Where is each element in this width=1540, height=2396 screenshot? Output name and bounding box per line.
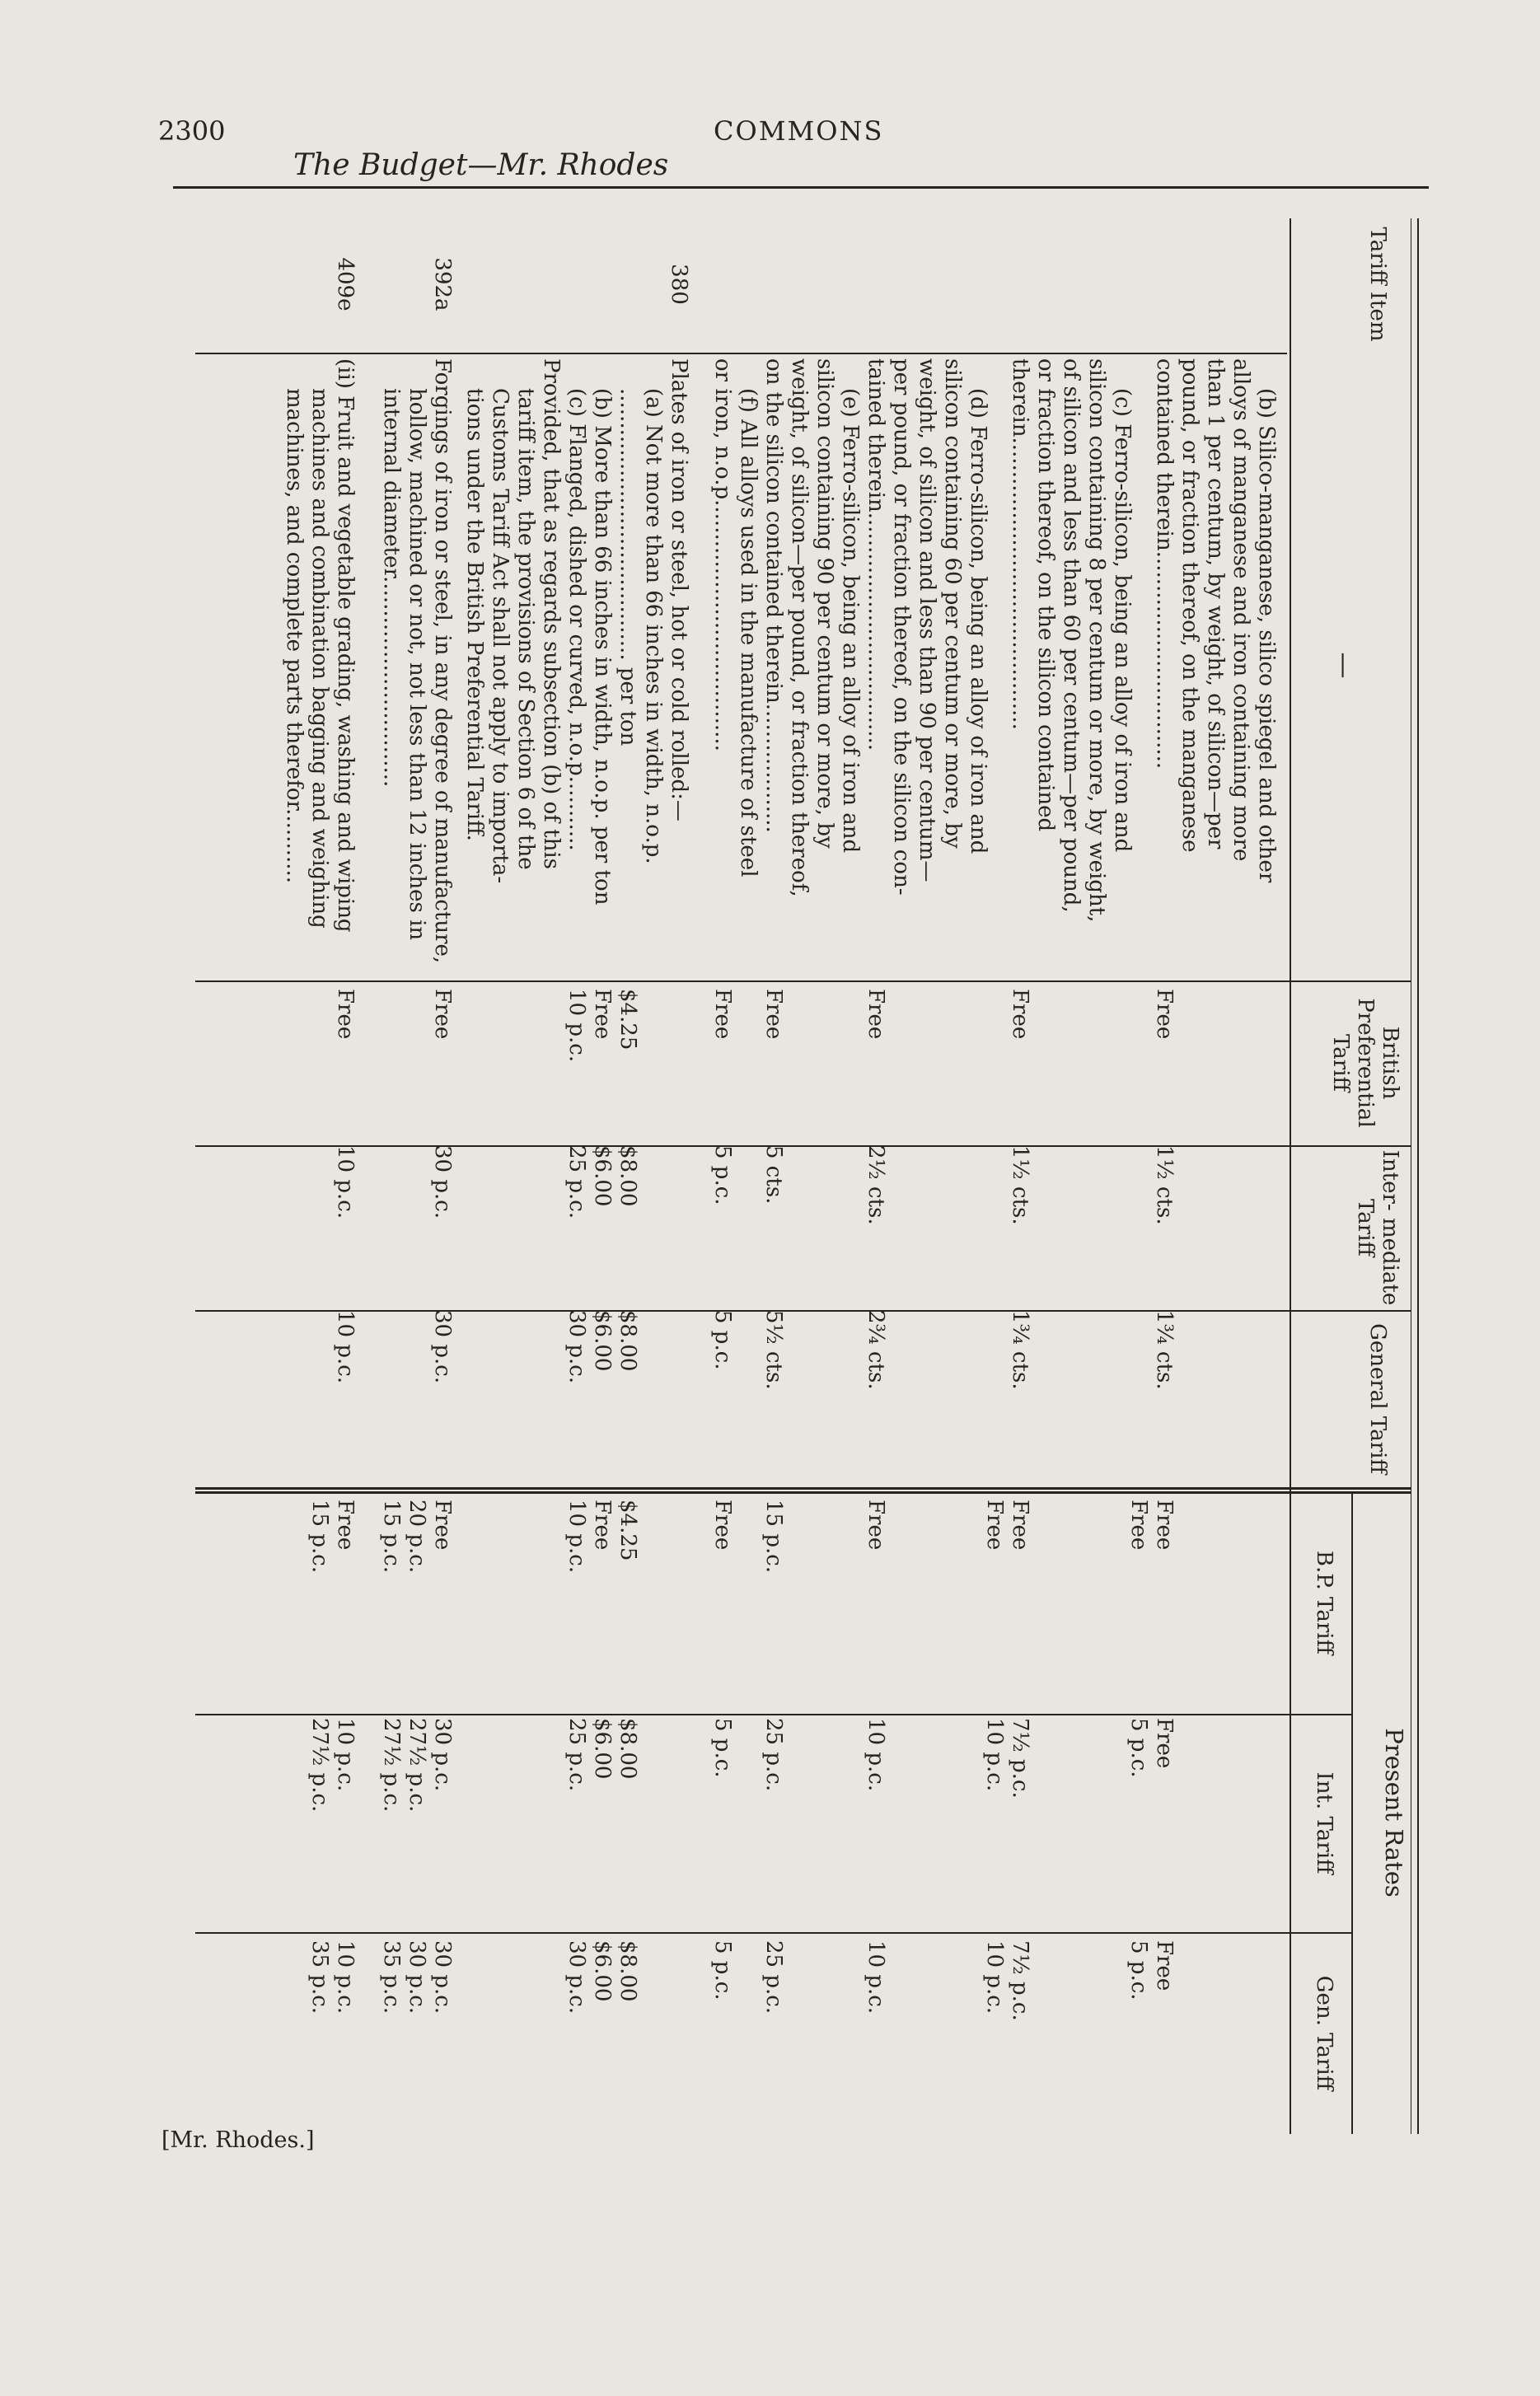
member-note: [Mr. Rhodes.]	[161, 2127, 315, 2153]
tariff-item-number: 392a	[430, 257, 455, 311]
intermediate-value: 1½ cts.	[1152, 1145, 1177, 1225]
present-gen-value: $8.00 $6.00 30 p.c.	[564, 1940, 640, 2015]
col-divider	[195, 1932, 1353, 1934]
desc-line: pound, or fraction thereof, on the manganese	[1177, 358, 1202, 853]
present-bp-value: Free	[710, 1500, 735, 1551]
desc-line: (d) Ferro-silicon, being an alloy of iron and	[966, 388, 990, 854]
present-gen-value: 5 p.c.	[710, 1940, 735, 2001]
intermediate-value: 1½ cts.	[1008, 1145, 1032, 1225]
present-bp-value: $4.25 Free 10 p.c.	[564, 1500, 640, 1574]
header-general-tariff: General Tariff	[1365, 1323, 1390, 1474]
col-divider-double	[195, 1487, 1411, 1490]
desc-line: Forgings of iron or steel, in any degree of manufacture,	[430, 358, 455, 964]
desc-line: (b) More than 66 inches in width, n.o.p. per ton	[590, 388, 615, 906]
desc-line: tained therein...................................	[864, 358, 888, 751]
row-description	[461, 358, 691, 972]
row-description	[709, 358, 761, 972]
col-divider	[195, 1714, 1353, 1715]
desc-line: on the silicon contained therein...................	[761, 358, 786, 833]
desc-line: per pound, or fraction thereof, on the silicon con-	[889, 358, 914, 896]
row-description	[281, 358, 358, 972]
present-bp-value: 15 p.c.	[761, 1500, 786, 1574]
desc-line: (f) All alloys used in the manufacture of steel	[736, 388, 761, 877]
tariff-item-number: 409e	[333, 257, 358, 311]
header-present-gen: Gen. Tariff	[1312, 1975, 1336, 2091]
desc-line: weight, of silicon—per pound, or fraction thereof,	[787, 358, 812, 897]
desc-line: silicon containing 90 per centum or more, by	[812, 358, 837, 849]
bp-value: Free	[1152, 989, 1177, 1040]
present-int-value: Free 5 p.c.	[1126, 1718, 1177, 1778]
intermediate-value: 2½ cts.	[864, 1145, 888, 1225]
present-bp-value: Free Free	[1126, 1500, 1177, 1551]
desc-line: silicon containing 60 per centum or more, by	[940, 358, 965, 849]
general-value: 1¾ cts.	[1152, 1310, 1177, 1390]
present-int-value: 10 p.c.	[864, 1718, 888, 1792]
header-intermediate-tariff: Inter- mediate Tariff	[1353, 1149, 1402, 1306]
intermediate-value: 30 p.c.	[430, 1145, 455, 1219]
desc-line: therein...........................................	[1008, 358, 1032, 730]
general-value: 30 p.c.	[430, 1310, 455, 1384]
present-int-value: 30 p.c. 27½ p.c. 27½ p.c.	[379, 1718, 455, 1813]
desc-line: alloys of manganese and iron containing more	[1229, 358, 1253, 862]
desc-line: hollow, machined or not, not less than 12 inches in	[405, 388, 429, 941]
intermediate-value: 5 cts.	[761, 1145, 786, 1205]
present-bp-value: Free 20 p.c. 15 p.c.	[379, 1500, 455, 1574]
present-int-value: 7½ p.c. 10 p.c.	[982, 1718, 1032, 1799]
present-gen-value: 10 p.c. 35 p.c.	[307, 1940, 358, 2015]
header-bp-tariff: British Preferential Tariff	[1328, 998, 1402, 1128]
desc-line: Customs Tariff Act shall not apply to importa-	[488, 388, 513, 884]
general-value: 5 p.c.	[710, 1310, 735, 1370]
desc-line: tions under the British Preferential Tariff.	[462, 388, 487, 841]
row-description	[1007, 358, 1135, 972]
page-number: 2300	[158, 115, 226, 147]
row-description	[378, 358, 455, 972]
desc-line: machines, and complete parts therefor...........	[282, 388, 307, 884]
present-gen-value: 10 p.c.	[864, 1940, 888, 2015]
top-rule	[173, 186, 1429, 189]
bp-value: Free	[761, 989, 786, 1040]
desc-line: tariff item, the provisions of Section 6 of the	[513, 388, 538, 870]
desc-line: Plates of iron or steel, hot or cold rolled:—	[667, 358, 691, 821]
desc-line: contained therein................................	[1152, 358, 1177, 770]
desc-line: (ii) Fruit and vegetable grading, washing and wiping	[333, 358, 358, 933]
tariff-item-number: 380	[667, 264, 691, 305]
header-bottom-rule	[1290, 218, 1291, 2134]
desc-line: (c) Ferro-silicon, being an alloy of iron and	[1110, 388, 1135, 853]
desc-line: of silicon and less than 60 per centum—per pound,	[1059, 358, 1084, 913]
desc-line: internal diameter...............................	[379, 388, 404, 788]
row-description	[863, 358, 990, 972]
desc-line: silicon containing 8 per centum or more, by weight,	[1084, 358, 1109, 923]
header-present-int: Int. Tariff	[1312, 1771, 1336, 1874]
present-int-value: 5 p.c.	[710, 1718, 735, 1778]
present-bp-value: Free Free	[982, 1500, 1032, 1551]
present-bp-value: Free 15 p.c.	[307, 1500, 358, 1574]
general-value: 2¾ cts.	[864, 1310, 888, 1390]
header-present-rates: Present Rates	[1380, 1728, 1408, 1898]
desc-line: than 1 per centum, by weight, of silicon—per	[1203, 358, 1228, 849]
desc-line: machines and combination bagging and weighing	[307, 388, 332, 929]
header-description: —	[1329, 652, 1360, 679]
present-gen-value: Free 5 p.c.	[1126, 1940, 1177, 2001]
intermediate-value: 10 p.c.	[333, 1145, 358, 1219]
present-int-value: $8.00 $6.00 25 p.c.	[564, 1718, 640, 1792]
desc-line: (b) Silico-manganese, silico spiegel and other	[1254, 388, 1279, 883]
present-int-value: 25 p.c.	[761, 1718, 786, 1792]
present-bp-value: Free	[864, 1500, 888, 1551]
bp-value: Free	[1008, 989, 1032, 1040]
desc-line: or iron, n.o.p.....................................	[710, 358, 735, 751]
col-divider	[195, 353, 1287, 354]
row-description	[1151, 358, 1279, 972]
intermediate-value: 5 p.c.	[710, 1145, 735, 1205]
intermediate-value: $8.00 $6.00 25 p.c.	[564, 1145, 640, 1219]
desc-line: (c) Flanged, dished or curved, n.o.p...........	[564, 388, 589, 851]
bp-value: $4.25 Free 10 p.c.	[564, 989, 640, 1063]
desc-line: Provided, that as regards subsection (b) of this	[539, 358, 564, 869]
col-divider	[195, 1310, 1411, 1312]
desc-line: ........................................ per ton	[616, 388, 640, 746]
row-description	[761, 358, 863, 972]
bp-value: Free	[333, 989, 358, 1040]
table-top-rule	[1417, 218, 1419, 2134]
bp-value: Free	[864, 989, 888, 1040]
present-int-value: 10 p.c. 27½ p.c.	[307, 1718, 358, 1813]
desc-line: weight, of silicon and less than 90 per centum—	[915, 358, 939, 882]
present-rates-rule	[1351, 1491, 1353, 2134]
desc-line: (a) Not more than 66 inches in width, n.o.p.	[641, 388, 666, 864]
header-tariff-item: Tariff Item	[1365, 227, 1390, 342]
tariff-table	[195, 218, 1419, 2134]
desc-line: or fraction thereof, on the silicon contained	[1033, 358, 1058, 832]
present-gen-value: 25 p.c.	[761, 1940, 786, 2015]
col-divider	[195, 1145, 1411, 1147]
present-gen-value: 30 p.c. 30 p.c. 35 p.c.	[379, 1940, 455, 2015]
general-value: $8.00 $6.00 30 p.c.	[564, 1310, 640, 1384]
general-value: 5½ cts.	[761, 1310, 786, 1390]
col-divider	[195, 980, 1411, 982]
header-present-bp: B.P. Tariff	[1312, 1550, 1336, 1655]
desc-line: (e) Ferro-silicon, being an alloy of iron and	[838, 388, 863, 854]
page-subtitle: The Budget—Mr. Rhodes	[293, 148, 669, 182]
running-head: COMMONS	[714, 115, 884, 147]
general-value: 10 p.c.	[333, 1310, 358, 1384]
present-gen-value: 7½ p.c. 10 p.c.	[982, 1940, 1032, 2021]
bp-value: Free	[430, 989, 455, 1040]
bp-value: Free	[710, 989, 735, 1040]
general-value: 1¾ cts.	[1008, 1310, 1032, 1390]
